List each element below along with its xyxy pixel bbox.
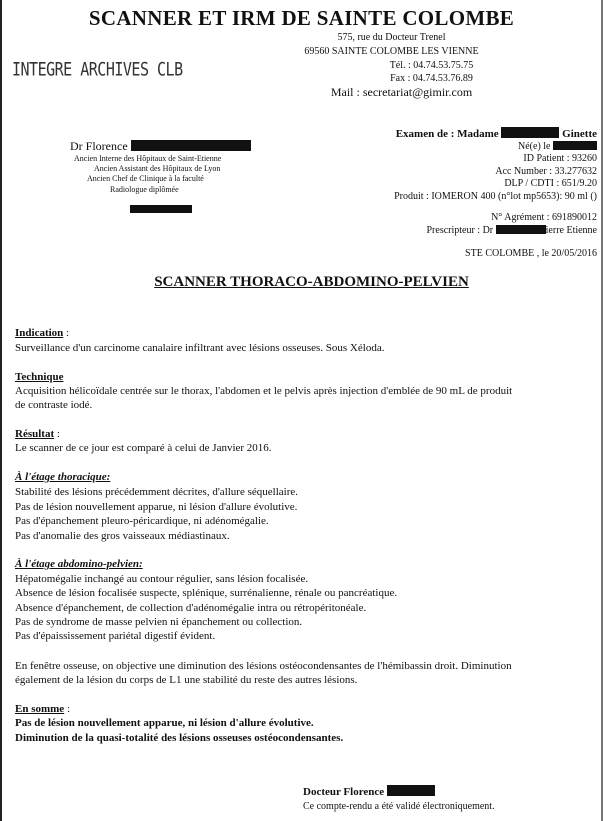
thoracique-line-2: Pas de lésion nouvellement apparue, ni lésion d'allure évolutive.	[15, 501, 298, 513]
report-date: STE COLOMBE , le 20/05/2016	[465, 248, 597, 259]
technique-line-1: Acquisition hélicoïdale centrée sur le thorax, l'abdomen et le pelvis après injection d'emblée de 90 mL de produit	[15, 385, 513, 397]
report-title: SCANNER THORACO-ABDOMINO-PELVIEN	[154, 274, 469, 290]
indication-text: Surveillance d'un carcinome canalaire infiltrant avec lésions osseuses. Sous Xéloda.	[15, 342, 385, 354]
contrast-product: Produit : IOMERON 400 (n°lot mp5653): 90 ml ()	[394, 191, 597, 202]
abdo-line-2: Absence de lésion focalisée suspecte, splénique, surrénalienne, rénale ou pancréatique.	[15, 587, 398, 599]
agrement-number: N° Agrément : 691890012	[491, 212, 597, 223]
prescriber-label: Prescripteur : Dr	[426, 225, 494, 236]
scan-border-left	[0, 0, 2, 821]
clinic-phone: Tél. : 04.74.53.75.75	[389, 60, 474, 71]
somme-heading-line	[15, 702, 70, 717]
doctor-redacted-line	[130, 199, 192, 217]
redacted-prescriber	[496, 225, 546, 234]
doctor-title-3: Ancien Chef de Clinique à la faculté	[87, 174, 204, 183]
osseuse-line-2: également de la lésion du corps de L1 une stabilité du reste des autres lésions.	[15, 674, 358, 686]
doctor-name: Dr Florence	[70, 139, 128, 153]
indication-heading-line	[15, 326, 69, 341]
indication-colon: :	[63, 327, 70, 339]
doctor-title-1: Ancien Interne des Hôpitaux de Saint-Etienne	[74, 154, 222, 163]
prescriber-line	[426, 225, 597, 237]
signature-validation: Ce compte-rendu a été validé électroniquement.	[303, 801, 495, 812]
thoracique-line-4: Pas d'anomalie des gros vaisseaux médiastinaux.	[15, 530, 230, 542]
signature-name: Docteur Florence	[303, 786, 385, 798]
somme-heading: En somme	[15, 703, 65, 715]
technique-line-2: de contraste iodé.	[15, 399, 93, 411]
redacted-surname	[131, 140, 251, 151]
redacted-birthdate	[553, 141, 597, 150]
abdo-line-5: Pas d'épaississement pariétal digestif évident.	[15, 630, 216, 642]
indication-heading: Indication	[15, 327, 64, 339]
redacted-signature-surname	[387, 785, 435, 796]
clinic-title: SCANNER ET IRM DE SAINTE COLOMBE	[88, 6, 515, 30]
prescriber-suffix: ierre Etienne	[545, 225, 597, 236]
redacted-text	[130, 205, 192, 213]
clinic-address-city: 69560 SAINTE COLOMBE LES VIENNE	[304, 46, 479, 57]
doctor-title-2: Ancien Assistant des Hôpitaux de Lyon	[94, 164, 221, 173]
clinic-fax: Fax : 04.74.53.76.89	[390, 73, 473, 84]
doctor-name-line	[70, 139, 251, 154]
abdo-line-3: Absence d'épanchement, de collection d'adénomégalie intra ou rétropéritonéale.	[15, 602, 367, 614]
thoracique-line-1: Stabilité des lésions précédemment décrites, d'allure séquellaire.	[15, 486, 298, 498]
born-label: Né(e) le	[518, 141, 551, 152]
clinic-mail: Mail : secretariat@gimir.com	[330, 85, 473, 99]
resultat-colon: :	[54, 428, 60, 440]
dlp-ctdi: DLP / CDTI : 651/9.20	[504, 178, 597, 189]
acc-number: Acc Number : 33.277632	[495, 166, 597, 177]
abdo-line-4: Pas de syndrome de masse pelvien ni épanchement ou collection.	[15, 616, 303, 628]
patient-id: ID Patient : 93260	[523, 153, 597, 164]
somme-colon: :	[64, 703, 71, 715]
abdo-heading: À l'étage abdomino-pelvien:	[15, 558, 143, 570]
exam-born-line	[518, 141, 597, 153]
conclusion-line-1: Pas de lésion nouvellement apparue, ni lésion d'allure évolutive.	[15, 717, 314, 729]
resultat-heading-line	[15, 427, 60, 442]
technique-heading: Technique	[15, 371, 64, 383]
exam-patient-line	[396, 127, 597, 140]
clinic-address-street: 575, rue du Docteur Trenel	[337, 32, 446, 43]
osseuse-line-1: En fenêtre osseuse, on objective une diminution des lésions ostéocondensantes de l'hémibassin droit. Diminution	[15, 660, 512, 672]
resultat-heading: Résultat	[15, 428, 55, 440]
doctor-title-4: Radiologue diplômée	[110, 185, 179, 194]
thoracique-heading: À l'étage thoracique:	[15, 471, 111, 483]
signature-name-line	[303, 785, 435, 798]
archive-stamp: INTEGRE ARCHIVES CLB	[12, 57, 183, 81]
exam-label: Examen de : Madame	[395, 128, 499, 140]
conclusion-line-2: Diminution de la quasi-totalité des lésions osseuses ostéocondensantes.	[15, 732, 344, 744]
redacted-patient-name	[501, 127, 559, 138]
thoracique-line-3: Pas d'épanchement pleuro-péricardique, ni adénomégalie.	[15, 515, 269, 527]
patient-firstname: Ginette	[562, 128, 597, 140]
resultat-text: Le scanner de ce jour est comparé à celui de Janvier 2016.	[15, 442, 272, 454]
abdo-line-1: Hépatomégalie inchangé au contour régulier, sans lésion focalisée.	[15, 573, 309, 585]
